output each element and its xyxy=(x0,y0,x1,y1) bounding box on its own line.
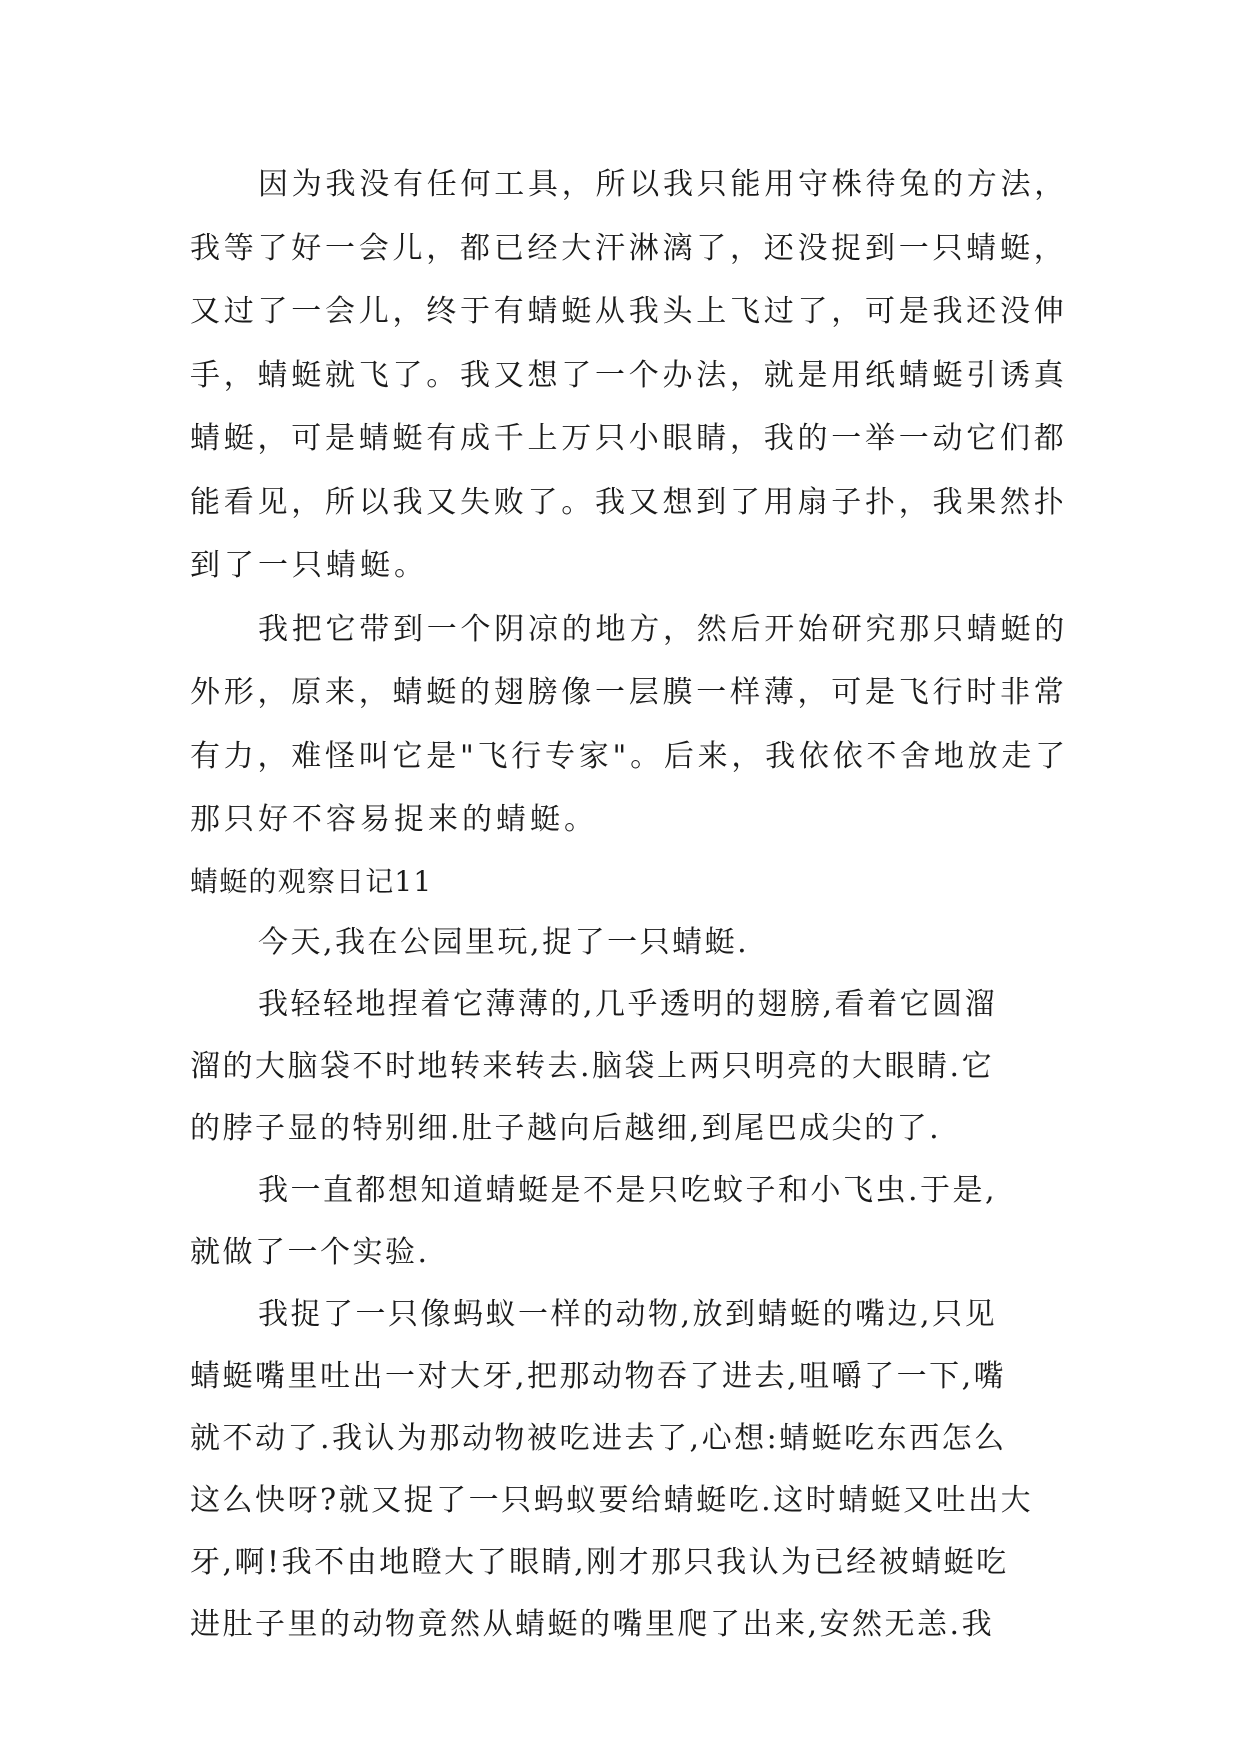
paragraph-2-line-1: 我把它带到一个阴凉的地方，然后开始研究那只蜻蜓的 xyxy=(258,612,1068,647)
paragraph-1-line-7: 到了一只蜻蜓。 xyxy=(190,548,428,583)
paragraph-6-line-5: 牙,啊!我不由地瞪大了眼睛,刚才那只我认为已经被蜻蜓吃 xyxy=(190,1545,1009,1580)
paragraph-6-line-2: 蜻蜓嘴里吐出一对大牙,把那动物吞了进去,咀嚼了一下,嘴 xyxy=(190,1359,1007,1394)
paragraph-1-line-5: 蜻蜓，可是蜻蜓有成千上万只小眼睛，我的一举一动它们都 xyxy=(190,421,1068,456)
paragraph-1-line-2: 我等了好一会儿，都已经大汗淋漓了，还没捉到一只蜻蜓， xyxy=(190,231,1068,266)
paragraph-6-line-3: 就不动了.我认为那动物被吃进去了,心想:蜻蜓吃东西怎么 xyxy=(190,1421,1007,1456)
paragraph-1-line-6: 能看见，所以我又失败了。我又想到了用扇子扑，我果然扑 xyxy=(190,485,1068,520)
paragraph-5-line-2: 就做了一个实验. xyxy=(190,1235,430,1270)
section-title: 蜻蜓的观察日记11 xyxy=(190,865,433,898)
paragraph-6-line-6: 进肚子里的动物竟然从蜻蜓的嘴里爬了出来,安然无恙.我 xyxy=(190,1607,995,1642)
paragraph-6-line-4: 这么快呀?就又捉了一只蚂蚁要给蜻蜓吃.这时蜻蜓又吐出大 xyxy=(190,1483,1034,1518)
paragraph-1-line-4: 手，蜻蜓就飞了。我又想了一个办法，就是用纸蜻蜓引诱真 xyxy=(190,358,1068,393)
paragraph-4-line-1: 我轻轻地捏着它薄薄的,几乎透明的翅膀,看着它圆溜 xyxy=(258,987,998,1022)
paragraph-1-line-1: 因为我没有任何工具，所以我只能用守株待兔的方法， xyxy=(258,167,1068,202)
paragraph-3-line-1: 今天,我在公园里玩,捉了一只蜻蜓. xyxy=(258,925,750,960)
paragraph-6-line-1: 我捉了一只像蚂蚁一样的动物,放到蜻蜓的嘴边,只见 xyxy=(258,1297,998,1332)
paragraph-4-line-2: 溜的大脑袋不时地转来转去.脑袋上两只明亮的大眼睛.它 xyxy=(190,1049,995,1084)
paragraph-5-line-1: 我一直都想知道蜻蜓是不是只吃蚊子和小飞虫.于是, xyxy=(258,1173,998,1208)
paragraph-4-line-3: 的脖子显的特别细.肚子越向后越细,到尾巴成尖的了. xyxy=(190,1111,942,1146)
paragraph-2-line-4: 那只好不容易捉来的蜻蜓。 xyxy=(190,802,598,837)
paragraph-2-line-2: 外形，原来，蜻蜓的翅膀像一层膜一样薄，可是飞行时非常 xyxy=(190,675,1068,710)
paragraph-1-line-3: 又过了一会儿，终于有蜻蜓从我头上飞过了，可是我还没伸 xyxy=(190,294,1068,329)
paragraph-2-line-3: 有力，难怪叫它是"飞行专家"。后来，我依依不舍地放走了 xyxy=(190,739,1069,774)
